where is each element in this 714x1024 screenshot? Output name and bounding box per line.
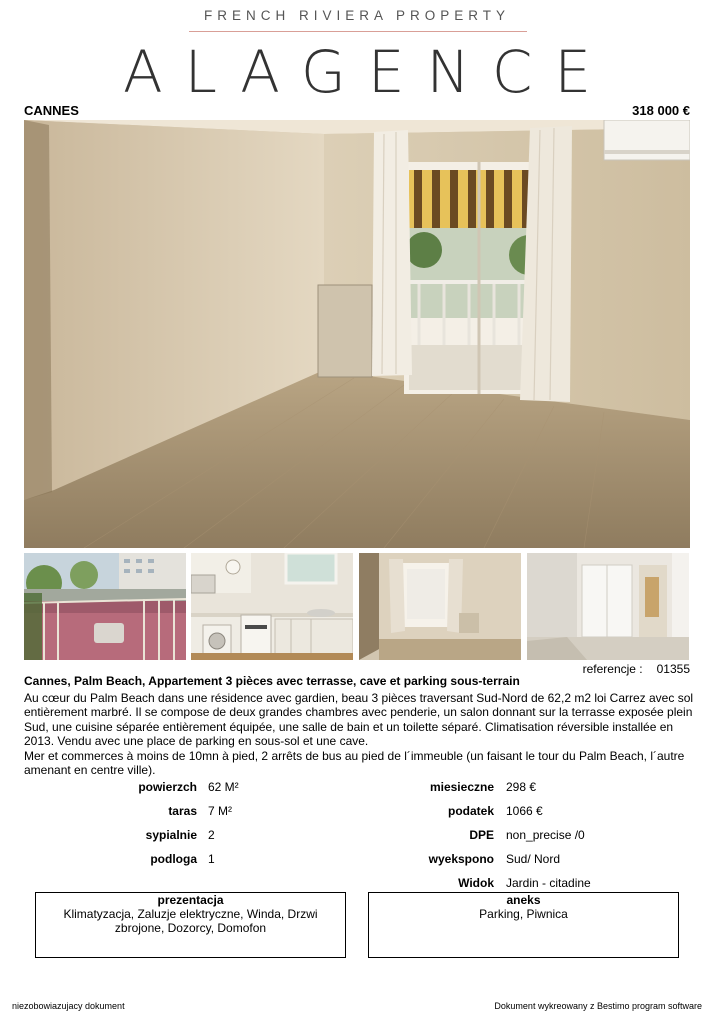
footer-software: Dokument wykreowany z Bestimo program software bbox=[494, 1001, 702, 1011]
detail-value: 2 bbox=[208, 828, 215, 842]
detail-label: wyekspono bbox=[428, 852, 494, 866]
detail-label: podatek bbox=[447, 804, 494, 818]
description-paragraph: Au cœur du Palm Beach dans une résidence avec gardien, beau 3 pièces traversant Sud-Nord de 62,2 m2 loi Carrez avec sol entièrement marbré. Il se compose de deux grandes chambres avec penderie, un salon donnant sur la terrasse exposée plein Sud, une cuisine séparée entièrement équipée, une salle de bain et un toilette séparé. Climatisation réversible installée en 2013. Vendu avec une place de parking en sous-sol et une cave. bbox=[24, 691, 694, 749]
reference-value: 01355 bbox=[656, 662, 690, 676]
brand-logo: ALAGENCE bbox=[122, 38, 614, 106]
detail-label: DPE bbox=[469, 828, 494, 842]
listing-title: Cannes, Palm Beach, Appartement 3 pièces avec terrasse, cave et parking sous-terrain bbox=[24, 674, 520, 688]
detail-value: Sud/ Nord bbox=[506, 852, 561, 866]
tagline-divider bbox=[189, 31, 527, 32]
detail-value: 298 € bbox=[506, 780, 537, 794]
annex-text: Parking, Piwnica bbox=[479, 907, 568, 921]
main-photo bbox=[24, 120, 690, 548]
presentation-text: Klimatyzacja, Zaluzje elektryczne, Winda, Drzwi zbrojone, Dozorcy, Domofon bbox=[63, 907, 318, 935]
reference-label: referencje : bbox=[582, 662, 643, 676]
detail-label: sypialnie bbox=[145, 828, 197, 842]
reference-number bbox=[583, 662, 690, 676]
detail-value: 7 M² bbox=[208, 804, 232, 818]
price-label: 318 000 € bbox=[632, 103, 690, 118]
detail-value: Jardin - citadine bbox=[506, 876, 591, 890]
description-paragraph: Mer et commerces à moins de 10mn à pied, 2 arrêts de bus au pied de l´immeuble (un faisant le tour du Palm Beach, l´autre amenant en centre ville). bbox=[24, 748, 685, 778]
listing-description bbox=[24, 691, 694, 777]
detail-label: miesieczne bbox=[429, 780, 494, 794]
detail-label: Widok bbox=[458, 876, 494, 890]
presentation-title: prezentacja bbox=[157, 893, 224, 907]
detail-value: 62 M² bbox=[208, 780, 239, 794]
annex-box bbox=[368, 892, 679, 958]
presentation-box bbox=[35, 892, 346, 958]
thumbnail-bedroom[interactable] bbox=[359, 553, 521, 660]
thumbnail-hallway[interactable] bbox=[527, 553, 689, 660]
thumbnail-terrace[interactable] bbox=[24, 553, 186, 660]
detail-value: non_precise /0 bbox=[506, 828, 585, 842]
city-label: CANNES bbox=[24, 103, 79, 118]
thumbnail-kitchen[interactable] bbox=[191, 553, 353, 660]
detail-label: podloga bbox=[150, 852, 197, 866]
tagline: FRENCH RIVIERA PROPERTY bbox=[203, 8, 511, 23]
detail-label: taras bbox=[168, 804, 197, 818]
annex-title: aneks bbox=[506, 893, 541, 907]
detail-label: powierzch bbox=[138, 780, 197, 794]
footer-disclaimer: niezobowiazujacy dokument bbox=[12, 1001, 125, 1011]
detail-value: 1066 € bbox=[506, 804, 543, 818]
detail-value: 1 bbox=[208, 852, 215, 866]
